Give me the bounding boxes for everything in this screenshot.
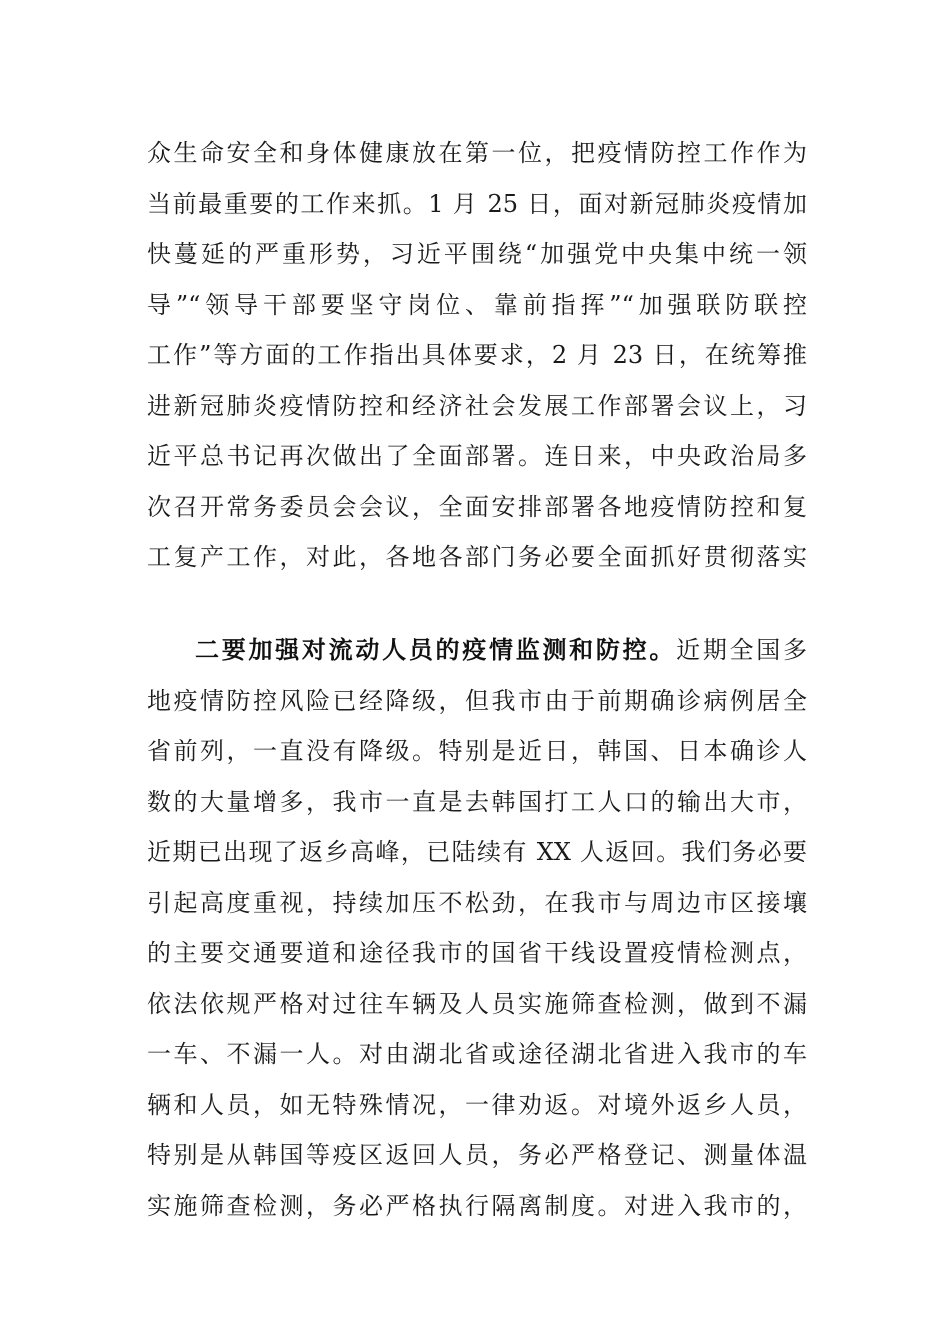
paragraph-2 (147, 625, 807, 1231)
text-line: 次召开常务委员会会议，全面安排部署各地疫情防控和复 (147, 492, 807, 521)
text-line: 当前最重要的工作来抓。1 月 25 日，面对新冠肺炎疫情加 (147, 189, 807, 218)
text-line: 工作”等方面的工作指出具体要求，2 月 23 日，在统筹推 (147, 341, 807, 369)
text-line: 特别是从韩国等疫区返回人员，务必严格登记、测量体温 (147, 1141, 807, 1169)
text-line: 的主要交通要道和途径我市的国省干线设置疫情检测点， (147, 939, 807, 967)
paragraph-1 (147, 128, 807, 583)
text-line: 引起高度重视，持续加压不松劲，在我市与周边市区接壤 (147, 888, 807, 917)
text-line: 地疫情防控风险已经降级，但我市由于前期确诊病例居全 (147, 686, 807, 715)
text-line: 实施筛查检测，务必严格执行隔离制度。对进入我市的， (147, 1191, 807, 1220)
first-line-rest: 近期全国多 (676, 636, 808, 664)
text-line: 工复产工作，对此，各地各部门务必要全面抓好贯彻落实 (147, 543, 807, 571)
text-line: 一车、不漏一人。对由湖北省或途径湖北省进入我市的车 (147, 1040, 807, 1068)
text-line: 快蔓延的严重形势，习近平围绕“加强党中央集中统一领 (147, 240, 807, 268)
text-line: 数的大量增多，我市一直是去韩国打工人口的输出大市， (147, 787, 807, 816)
text-line: 依法依规严格对过往车辆及人员实施筛查检测，做到不漏 (147, 989, 807, 1018)
text-line: 近平总书记再次做出了全面部署。连日来，中央政治局多 (147, 442, 807, 470)
text-line: 省前列，一直没有降级。特别是近日，韩国、日本确诊人 (147, 737, 807, 765)
paragraph-lead-heading: 二要加强对流动人员的疫情监测和防控。 (195, 636, 677, 664)
text-line-first (147, 625, 807, 676)
text-line: 导”“领导干部要坚守岗位、靠前指挥”“加强联防联控 (147, 290, 807, 319)
text-line: 众生命安全和身体健康放在第一位，把疫情防控工作作为 (147, 139, 807, 167)
text-line: 进新冠肺炎疫情防控和经济社会发展工作部署会议上，习 (147, 391, 807, 420)
text-line: 辆和人员，如无特殊情况，一律劝返。对境外返乡人员， (147, 1090, 807, 1119)
text-line: 近期已出现了返乡高峰，已陆续有 XX 人返回。我们务必要 (147, 838, 807, 866)
